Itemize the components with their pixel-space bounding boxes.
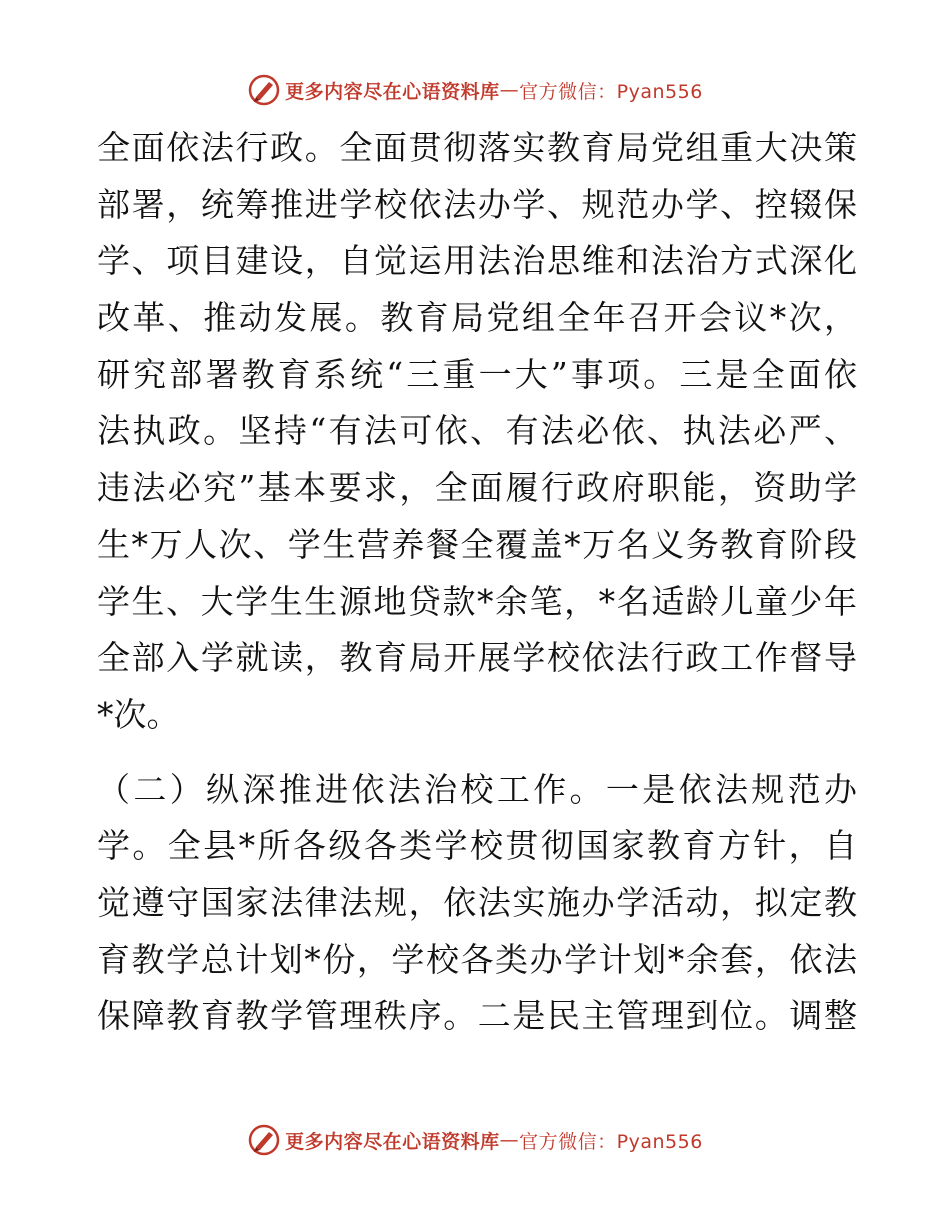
pen-circle-icon [247, 73, 281, 107]
text-line: 觉遵守国家法律法规，依法实施办学活动，拟定教 [97, 882, 857, 922]
watermark-dash: — [499, 1129, 520, 1151]
text-line: 全面依法行政。全面贯彻落实教育局党组重大决策 [97, 128, 857, 167]
paragraph-gap [97, 744, 857, 762]
watermark-dash: — [499, 79, 520, 101]
footer-watermark [0, 1120, 950, 1160]
text-line: 违法必究”基本要求，全面履行政府职能，资助学 [97, 468, 857, 508]
text-line: 部署，统筹推进学校依法办学、规范办学、控辍保 [97, 184, 857, 224]
header-watermark [0, 70, 950, 110]
text-line: 学。全县*所各级各类学校贯彻国家教育方针，自 [97, 826, 857, 866]
text-line: 法执政。坚持“有法可依、有法必依、执法必严、 [97, 411, 857, 451]
watermark-main-text: 更多内容尽在心语资料库 [285, 80, 500, 103]
text-line: 保障教育教学管理秩序。二是民主管理到位。调整 [97, 996, 857, 1036]
text-line: 改革、推动发展。教育局党组全年召开会议*次， [97, 298, 857, 338]
paragraph-2 [97, 762, 857, 1045]
text-line: *次。 [97, 694, 180, 734]
text-line: （二）纵深推进依法治校工作。一是依法规范办 [97, 769, 857, 809]
text-line: 学、项目建设，自觉运用法治思维和法治方式深化 [97, 241, 857, 281]
text-line: 育教学总计划*份，学校各类办学计划*余套，依法 [97, 939, 857, 979]
watermark-wechat-text: 官方微信：Pyan556 [519, 80, 703, 103]
watermark-main-text: 更多内容尽在心语资料库 [285, 1130, 500, 1153]
text-line: 学生、大学生生源地贷款*余笔，*名适龄儿童少年 [97, 581, 857, 621]
text-line: 研究部署教育系统“三重一大”事项。三是全面依 [97, 354, 857, 394]
text-line: 全部入学就读，教育局开展学校依法行政工作督导 [97, 638, 857, 678]
paragraph-1 [97, 120, 857, 744]
document-body [97, 120, 857, 1045]
watermark-wechat-text: 官方微信：Pyan556 [519, 1130, 703, 1153]
pen-circle-icon [247, 1123, 281, 1157]
text-line: 生*万人次、学生营养餐全覆盖*万名义务教育阶段 [97, 524, 857, 564]
